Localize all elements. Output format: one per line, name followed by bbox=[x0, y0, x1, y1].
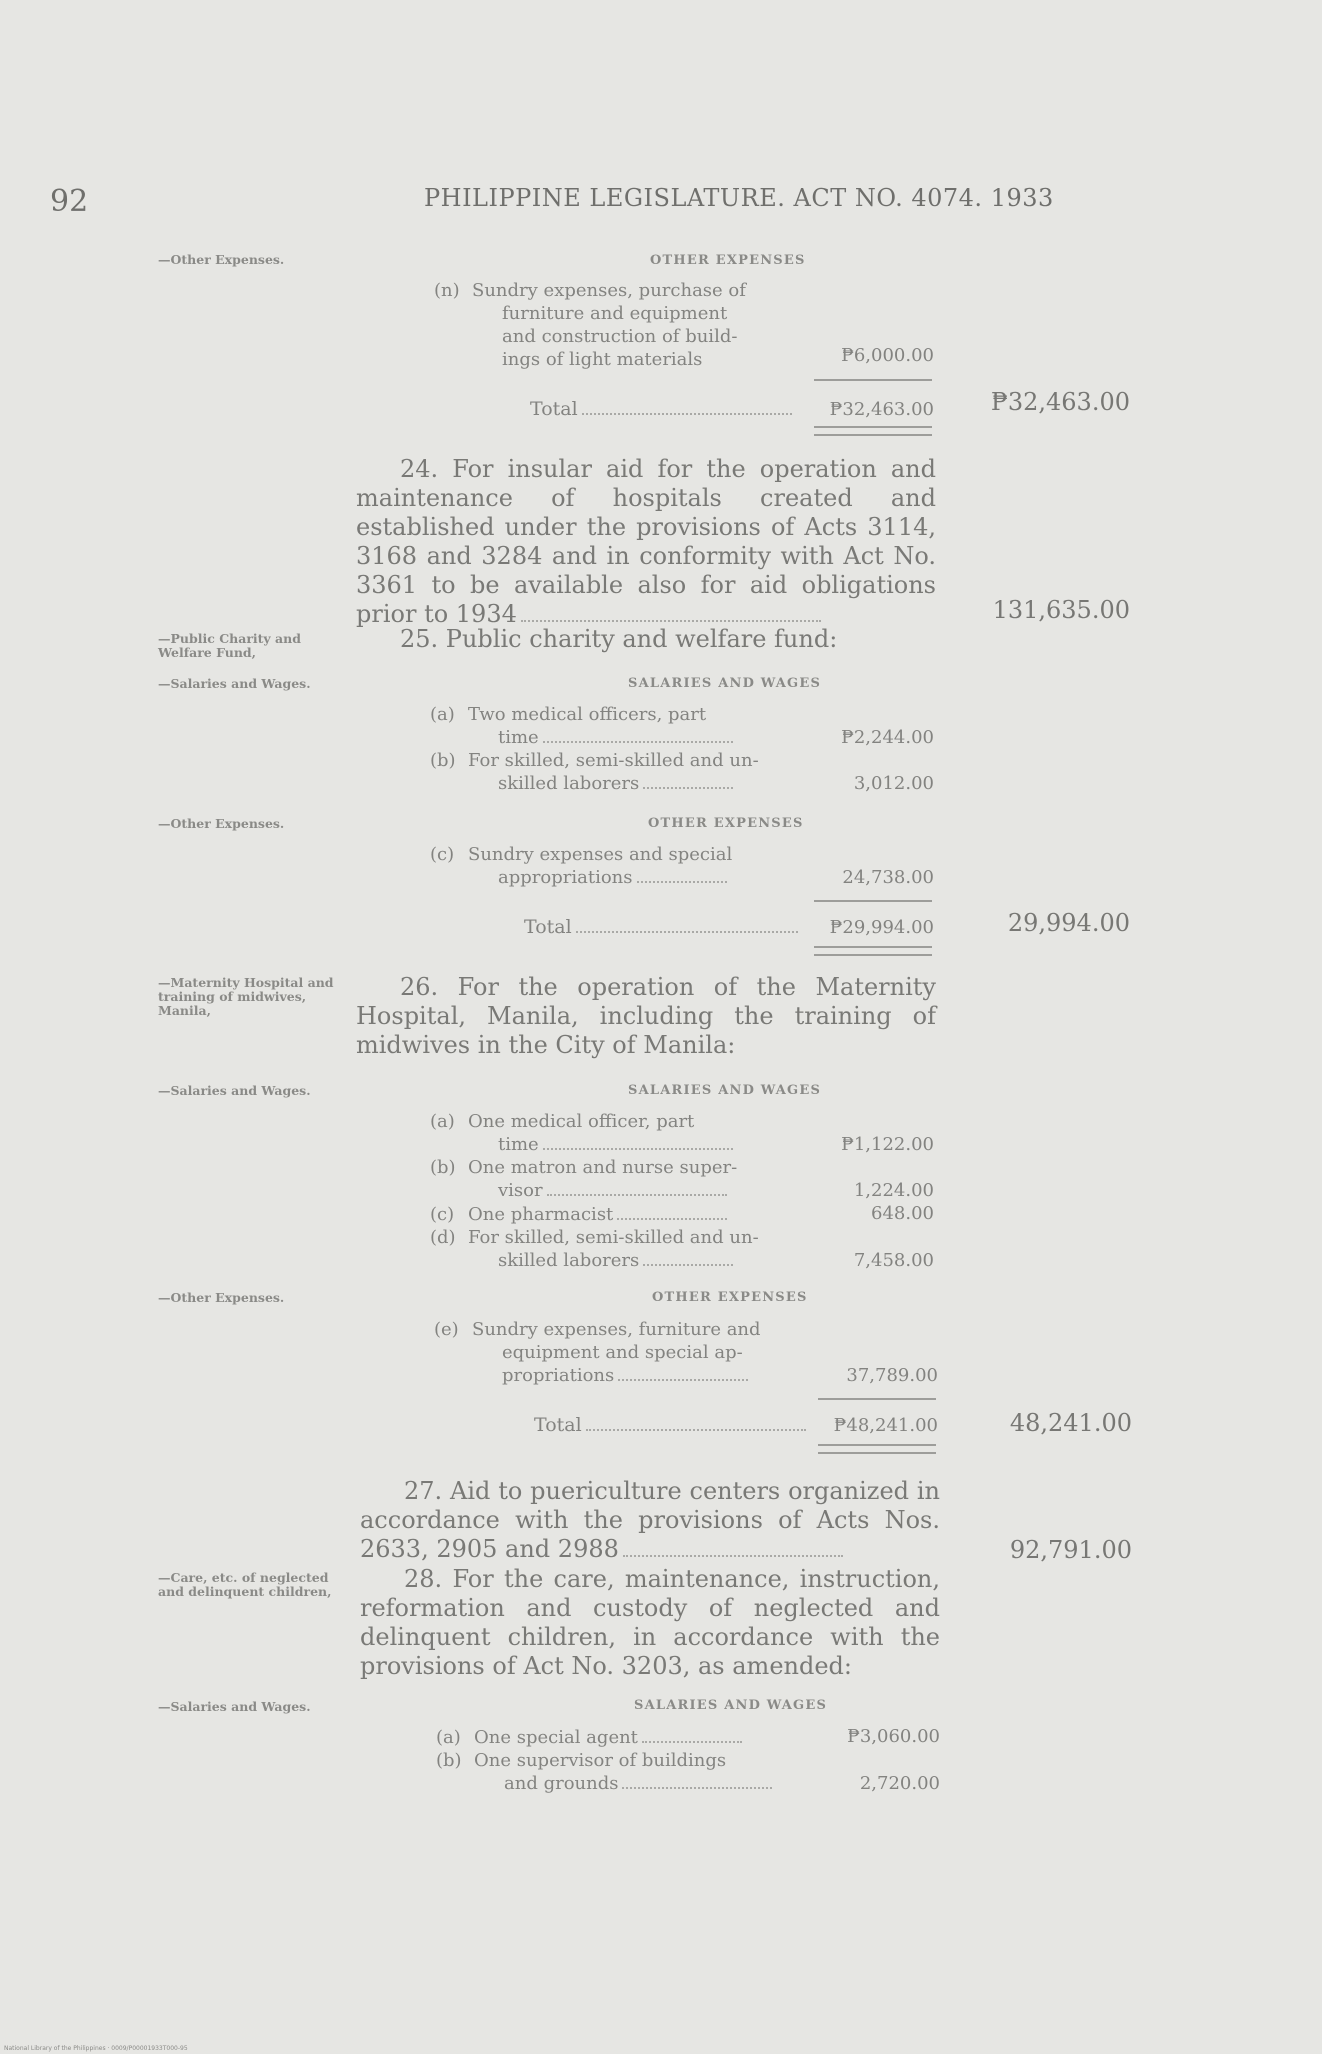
margin-note-care-children: —Care, etc. of neglected and delinquent children, bbox=[158, 1570, 332, 1599]
item-line: appropriations bbox=[498, 867, 633, 888]
subtotal-rule bbox=[814, 379, 932, 381]
leader-dots bbox=[623, 1554, 843, 1557]
leader-dots bbox=[618, 1378, 748, 1381]
margin-note-public-charity: —Public Charity and Welfare Fund, bbox=[158, 631, 301, 660]
total-line-26 bbox=[534, 1414, 810, 1436]
total-label: Total bbox=[530, 398, 578, 420]
total-line-23 bbox=[530, 398, 796, 420]
total-label: Total bbox=[524, 916, 572, 938]
item-line: ings of light materials bbox=[502, 349, 703, 370]
item-line: Two medical officers, part bbox=[468, 704, 707, 725]
item-26b bbox=[430, 1156, 830, 1202]
item-line: One medical officer, part bbox=[468, 1111, 695, 1132]
leader-dots bbox=[521, 619, 821, 622]
item-25a bbox=[430, 703, 830, 749]
section-25-text: 25. Public charity and welfare fund: bbox=[400, 625, 838, 653]
margin-note-other-expenses-3: —Other Expenses. bbox=[158, 1290, 285, 1305]
total-amount-26: ₱48,241.00 bbox=[833, 1415, 938, 1436]
item-line: For skilled, semi-skilled and un- bbox=[468, 750, 759, 771]
section-25-paragraph bbox=[356, 625, 936, 654]
item-line: One special agent bbox=[474, 1727, 638, 1748]
leader-dots bbox=[582, 412, 792, 415]
item-line: time bbox=[498, 1134, 539, 1155]
item-line: time bbox=[498, 727, 539, 748]
footer-credit: National Library of the Philippines · 0009/P00001933T000-95 bbox=[4, 2045, 188, 2052]
item-26a bbox=[430, 1110, 830, 1156]
item-line: equipment and special ap- bbox=[502, 1342, 743, 1363]
item-28b-amount: 2,720.00 bbox=[859, 1773, 940, 1794]
margin-note-salaries-3: —Salaries and Wages. bbox=[158, 1699, 311, 1714]
item-25c bbox=[430, 843, 830, 889]
total-amount-23: ₱32,463.00 bbox=[829, 399, 934, 420]
column-amount-23: ₱32,463.00 bbox=[990, 388, 1130, 416]
leader-dots bbox=[643, 1263, 733, 1266]
item-line: skilled laborers bbox=[498, 1250, 640, 1271]
section-28-paragraph bbox=[360, 1565, 940, 1681]
column-amount-25: 29,994.00 bbox=[1007, 909, 1130, 937]
item-28a-amount: ₱3,060.00 bbox=[847, 1726, 940, 1747]
leader-dots bbox=[543, 740, 733, 743]
item-line: One matron and nurse super- bbox=[468, 1157, 738, 1178]
heading-other-expenses-1: OTHER EXPENSES bbox=[650, 253, 806, 268]
item-label: (d) bbox=[430, 1227, 456, 1248]
leader-dots bbox=[576, 930, 798, 933]
column-amount-27: 92,791.00 bbox=[1009, 1536, 1132, 1564]
heading-salaries-2: SALARIES AND WAGES bbox=[628, 1083, 822, 1098]
item-label: (a) bbox=[436, 1727, 461, 1748]
item-line: and construction of build- bbox=[502, 326, 738, 347]
section-26-text: 26. For the operation of the Maternity Hospital, Manila, including the training of midwives in the City of Manila: bbox=[356, 973, 936, 1059]
item-label: (n) bbox=[434, 280, 460, 301]
section-26-paragraph bbox=[356, 973, 936, 1060]
item-26e bbox=[434, 1318, 834, 1387]
item-26e-amount: 37,789.00 bbox=[846, 1365, 938, 1386]
item-28b bbox=[436, 1749, 836, 1795]
leader-dots bbox=[617, 1217, 727, 1220]
item-line: One pharmacist bbox=[468, 1204, 614, 1225]
item-label: (b) bbox=[430, 750, 456, 771]
leader-dots bbox=[547, 1193, 727, 1196]
item-label: (e) bbox=[434, 1319, 459, 1340]
page-number: 92 bbox=[50, 184, 89, 219]
section-24-text: 24. For insular aid for the operation and maintenance of hospitals created and established under the provisions of Acts 3114, 3168 and 3284 and in conformity with Act No. 3361 to be available also for aid obligations prior to 1934 bbox=[356, 455, 936, 628]
margin-note-other-expenses-2: —Other Expenses. bbox=[158, 816, 285, 831]
item-28a bbox=[436, 1726, 836, 1749]
heading-salaries-1: SALARIES AND WAGES bbox=[628, 676, 822, 691]
leader-dots bbox=[543, 1147, 733, 1150]
section-27-text: 27. Aid to puericulture centers organized in accordance with the provisions of Acts Nos. 2633, 2905 and 2988 bbox=[360, 1477, 940, 1563]
total-amount-25: ₱29,994.00 bbox=[829, 917, 934, 938]
item-line: furniture and equipment bbox=[502, 303, 728, 324]
item-line: and grounds bbox=[504, 1773, 619, 1794]
total-label: Total bbox=[534, 1414, 582, 1436]
leader-dots bbox=[637, 880, 727, 883]
subtotal-rule bbox=[818, 1398, 936, 1400]
item-label: (a) bbox=[430, 704, 455, 725]
item-25a-amount: ₱2,244.00 bbox=[841, 727, 934, 748]
subtotal-rule bbox=[814, 900, 932, 902]
item-line: Sundry expenses, purchase of bbox=[472, 280, 746, 301]
item-26b-amount: 1,224.00 bbox=[853, 1180, 934, 1201]
double-rule bbox=[814, 426, 932, 436]
item-label: (b) bbox=[430, 1157, 456, 1178]
item-26d-amount: 7,458.00 bbox=[853, 1250, 934, 1271]
item-label: (b) bbox=[436, 1750, 462, 1771]
heading-other-expenses-3: OTHER EXPENSES bbox=[652, 1290, 808, 1305]
item-26c bbox=[430, 1203, 830, 1226]
item-n-amount: ₱6,000.00 bbox=[841, 345, 934, 366]
double-rule bbox=[818, 1444, 936, 1454]
item-line: For skilled, semi-skilled and un- bbox=[468, 1227, 759, 1248]
leader-dots bbox=[586, 1428, 806, 1431]
item-26a-amount: ₱1,122.00 bbox=[841, 1134, 934, 1155]
item-line: Sundry expenses and special bbox=[468, 844, 733, 865]
item-line: visor bbox=[498, 1180, 543, 1201]
running-head: PHILIPPINE LEGISLATURE. ACT NO. 4074. 1933 bbox=[424, 184, 1054, 212]
section-27-paragraph bbox=[360, 1477, 940, 1564]
item-26c-amount: 648.00 bbox=[871, 1203, 934, 1224]
item-line: One supervisor of buildings bbox=[474, 1750, 727, 1771]
item-label: (a) bbox=[430, 1111, 455, 1132]
column-amount-24: 131,635.00 bbox=[992, 596, 1130, 624]
double-rule bbox=[814, 946, 932, 956]
heading-salaries-3: SALARIES AND WAGES bbox=[634, 1698, 828, 1713]
item-25b-amount: 3,012.00 bbox=[853, 773, 934, 794]
item-label: (c) bbox=[430, 844, 455, 865]
item-25b bbox=[430, 749, 830, 795]
item-25c-amount: 24,738.00 bbox=[842, 867, 934, 888]
item-line: propriations bbox=[502, 1365, 615, 1386]
margin-note-salaries-2: —Salaries and Wages. bbox=[158, 1083, 311, 1098]
margin-note-other-expenses-1: —Other Expenses. bbox=[158, 252, 285, 267]
margin-note-salaries-1: —Salaries and Wages. bbox=[158, 676, 311, 691]
item-n bbox=[434, 279, 824, 371]
leader-dots bbox=[643, 786, 733, 789]
item-label: (c) bbox=[430, 1204, 455, 1225]
leader-dots bbox=[622, 1786, 772, 1789]
item-line: Sundry expenses, furniture and bbox=[472, 1319, 761, 1340]
margin-note-maternity: —Maternity Hospital and training of midwives, Manila, bbox=[158, 975, 334, 1018]
section-28-text: 28. For the care, maintenance, instruction, reformation and custody of neglected and delinquent children, in accordance with the provisions of Act No. 3203, as amended: bbox=[360, 1565, 940, 1680]
item-26d bbox=[430, 1226, 830, 1272]
section-24-paragraph bbox=[356, 455, 936, 629]
column-amount-26: 48,241.00 bbox=[1009, 1409, 1132, 1437]
heading-other-expenses-2: OTHER EXPENSES bbox=[648, 816, 804, 831]
leader-dots bbox=[642, 1740, 742, 1743]
item-line: skilled laborers bbox=[498, 773, 640, 794]
total-line-25 bbox=[524, 916, 802, 938]
